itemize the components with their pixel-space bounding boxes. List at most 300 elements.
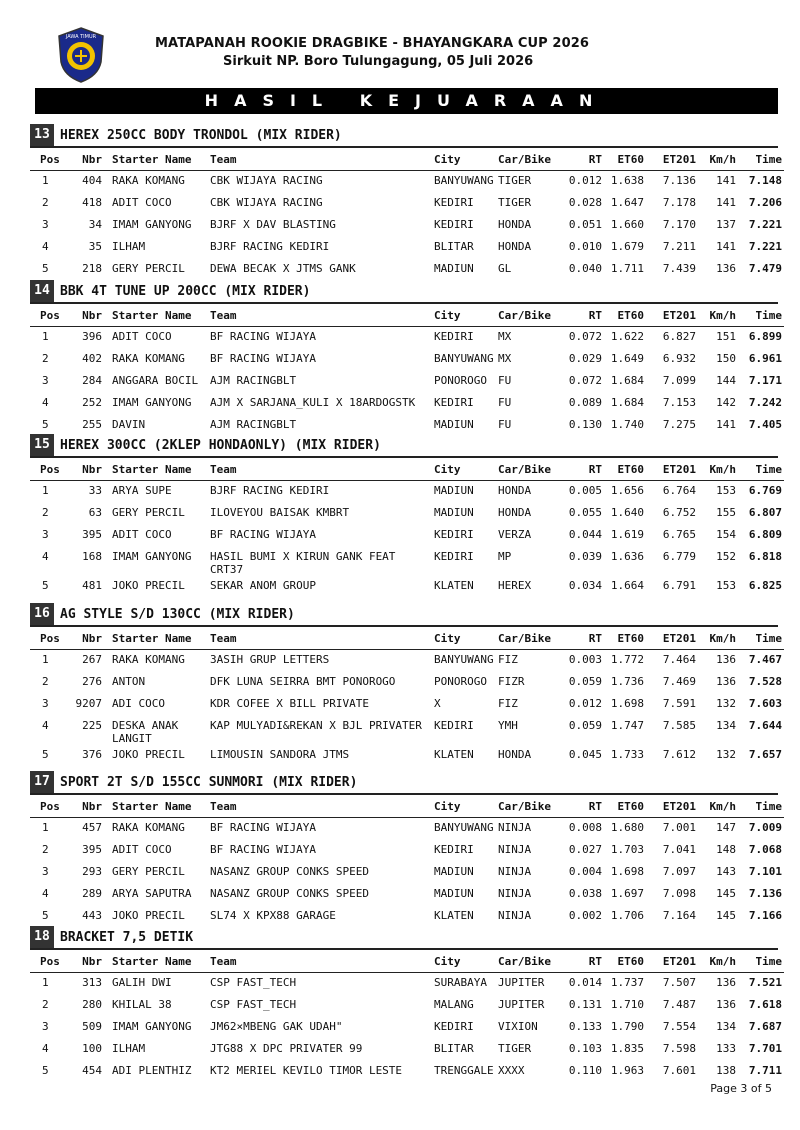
cell-nbr: 218 (82, 262, 102, 275)
cell-nbr: 289 (82, 887, 102, 900)
column-header-pos: Pos (30, 304, 72, 327)
column-header-et201: ET201 (646, 148, 698, 171)
cell-starter-name: GERY PERCIL (112, 262, 185, 275)
cell-city: MADIUN (434, 418, 474, 431)
cell-nbr: 418 (82, 196, 102, 209)
cell-et60: 1.963 (610, 1064, 644, 1077)
cell-nbr: 395 (82, 528, 102, 541)
cell-rt: 0.034 (568, 579, 602, 592)
cell-pos: 4 (42, 240, 49, 253)
cell-city: SURABAYA (434, 976, 487, 989)
cell-bike: TIGER (498, 174, 532, 187)
cell-time: 6.809 (748, 528, 782, 541)
column-header-kmh: Km/h (698, 627, 738, 650)
cell-team: CBK WIJAYA RACING (210, 196, 323, 209)
table-row (30, 371, 784, 393)
cell-et201: 7.136 (662, 174, 696, 187)
cell-team: BF RACING WIJAYA (210, 528, 316, 541)
table-row (30, 650, 784, 673)
cell-nbr: 402 (82, 352, 102, 365)
cell-bike: HONDA (498, 484, 532, 497)
cell-et60: 1.710 (610, 998, 644, 1011)
table-row (30, 1039, 784, 1061)
cell-nbr: 168 (82, 550, 102, 563)
cell-kmh: 138 (716, 1064, 736, 1077)
cell-bike: JUPITER (498, 976, 545, 989)
cell-et60: 1.656 (610, 484, 644, 497)
cell-et60: 1.747 (610, 719, 644, 732)
cell-city: MADIUN (434, 506, 474, 519)
cell-rt: 0.038 (568, 887, 602, 900)
results-banner: HASIL KEJUARAAN (35, 88, 778, 114)
cell-kmh: 147 (716, 821, 736, 834)
cell-rt: 0.040 (568, 262, 602, 275)
cell-et201: 6.779 (662, 550, 696, 563)
cell-nbr: 284 (82, 374, 102, 387)
cell-city: BLITAR (434, 1042, 474, 1055)
cell-et60: 1.835 (610, 1042, 644, 1055)
cell-bike: HEREX (498, 579, 532, 592)
cell-pos: 5 (42, 579, 49, 592)
column-header-time: Time (738, 458, 784, 481)
cell-team: HASIL BUMI X KIRUN GANK FEAT CRT37 (210, 550, 396, 576)
cell-city: KEDIRI (434, 550, 474, 563)
cell-nbr: 396 (82, 330, 102, 343)
cell-nbr: 454 (82, 1064, 102, 1077)
cell-et60: 1.638 (610, 174, 644, 187)
cell-starter-name: JOKO PRECIL (112, 909, 185, 922)
cell-et60: 1.647 (610, 196, 644, 209)
column-header-pos: Pos (30, 950, 72, 973)
class-number: 14 (30, 280, 54, 302)
cell-starter-name: GERY PERCIL (112, 865, 185, 878)
column-header-et60: ET60 (604, 458, 646, 481)
cell-nbr: 35 (88, 240, 102, 253)
cell-rt: 0.008 (568, 821, 602, 834)
column-header-kmh: Km/h (698, 458, 738, 481)
cell-starter-name: ADI COCO (112, 697, 165, 710)
cell-pos: 3 (42, 374, 49, 387)
cell-city: PONOROGO (434, 675, 487, 688)
table-row (30, 672, 784, 694)
cell-kmh: 151 (716, 330, 736, 343)
table-row (30, 884, 784, 906)
cell-time: 6.825 (748, 579, 782, 592)
cell-starter-name: ADI PLENTHIZ (112, 1064, 192, 1077)
cell-et60: 1.790 (610, 1020, 644, 1033)
cell-starter-name: DAVIN (112, 418, 146, 431)
column-header-city: City (432, 627, 496, 650)
column-header-team: Team (208, 795, 432, 818)
cell-time: 7.657 (748, 748, 782, 761)
class-section (30, 771, 782, 928)
cell-pos: 1 (42, 976, 49, 989)
cell-city: KEDIRI (434, 528, 474, 541)
cell-et201: 7.041 (662, 843, 696, 856)
cell-city: KEDIRI (434, 843, 474, 856)
column-header-rt: RT (564, 458, 604, 481)
cell-starter-name: RAKA KOMANG (112, 352, 185, 365)
column-header-bike: Car/Bike (496, 148, 564, 171)
class-name: AG STYLE S/D 130CC (MIX RIDER) (60, 606, 295, 622)
cell-starter-name: IMAM GANYONG (112, 218, 192, 231)
cell-team: CBK WIJAYA RACING (210, 174, 323, 187)
cell-pos: 1 (42, 330, 49, 343)
column-header-et60: ET60 (604, 627, 646, 650)
cell-bike: XXXX (498, 1064, 525, 1077)
cell-team: BF RACING WIJAYA (210, 330, 316, 343)
cell-rt: 0.027 (568, 843, 602, 856)
table-header-row (30, 950, 784, 973)
cell-kmh: 136 (716, 998, 736, 1011)
cell-et201: 7.585 (662, 719, 696, 732)
results-table (30, 950, 784, 1083)
cell-et60: 1.680 (610, 821, 644, 834)
cell-et60: 1.711 (610, 262, 644, 275)
cell-bike: HONDA (498, 748, 532, 761)
cell-et201: 7.178 (662, 196, 696, 209)
cell-starter-name: ILHAM (112, 1042, 146, 1055)
cell-nbr: 225 (82, 719, 102, 732)
cell-nbr: 395 (82, 843, 102, 856)
class-title (30, 603, 778, 627)
cell-rt: 0.072 (568, 330, 602, 343)
cell-kmh: 136 (716, 675, 736, 688)
column-header-et201: ET201 (646, 795, 698, 818)
cell-et201: 7.464 (662, 653, 696, 666)
cell-et201: 7.469 (662, 675, 696, 688)
cell-city: MADIUN (434, 887, 474, 900)
cell-time: 7.068 (748, 843, 782, 856)
table-row (30, 840, 784, 862)
cell-team: CSP FAST_TECH (210, 976, 297, 989)
cell-rt: 0.051 (568, 218, 602, 231)
cell-time: 6.818 (748, 550, 782, 563)
cell-kmh: 154 (716, 528, 736, 541)
cell-time: 7.166 (748, 909, 782, 922)
table-row (30, 576, 784, 598)
table-row (30, 745, 784, 767)
cell-team: CSP FAST_TECH (210, 998, 297, 1011)
cell-bike: HONDA (498, 218, 532, 231)
cell-kmh: 134 (716, 719, 736, 732)
table-row (30, 716, 784, 745)
cell-bike: NINJA (498, 843, 532, 856)
column-header-team: Team (208, 627, 432, 650)
class-title (30, 771, 778, 795)
cell-nbr: 267 (82, 653, 102, 666)
cell-et201: 7.164 (662, 909, 696, 922)
cell-team: KT2 MERIEL KEVILO TIMOR LESTE (210, 1064, 403, 1077)
table-row (30, 193, 784, 215)
cell-bike: MX (498, 330, 512, 343)
class-number: 17 (30, 771, 54, 793)
cell-starter-name: ADIT COCO (112, 528, 172, 541)
cell-pos: 4 (42, 887, 49, 900)
column-header-nbr: Nbr (72, 795, 104, 818)
cell-time: 7.521 (748, 976, 782, 989)
column-header-rt: RT (564, 148, 604, 171)
cell-city: BLITAR (434, 240, 474, 253)
cell-et60: 1.636 (610, 550, 644, 563)
cell-bike: TIGER (498, 1042, 532, 1055)
results-table (30, 304, 784, 437)
cell-et201: 6.791 (662, 579, 696, 592)
cell-et201: 7.554 (662, 1020, 696, 1033)
column-header-starter-name: Starter Name (104, 950, 208, 973)
column-header-pos: Pos (30, 148, 72, 171)
cell-time: 7.242 (748, 396, 782, 409)
class-number: 18 (30, 926, 54, 948)
cell-starter-name: GERY PERCIL (112, 506, 185, 519)
column-header-city: City (432, 458, 496, 481)
cell-rt: 0.012 (568, 697, 602, 710)
cell-pos: 3 (42, 528, 49, 541)
cell-city: BANYUWANG (434, 174, 494, 187)
column-header-time: Time (738, 627, 784, 650)
cell-starter-name: ARYA SAPUTRA (112, 887, 192, 900)
column-header-rt: RT (564, 304, 604, 327)
cell-team: BJRF X DAV BLASTING (210, 218, 336, 231)
column-header-kmh: Km/h (698, 304, 738, 327)
cell-time: 7.618 (748, 998, 782, 1011)
cell-pos: 3 (42, 1020, 49, 1033)
cell-rt: 0.002 (568, 909, 602, 922)
cell-bike: FIZR (498, 675, 525, 688)
cell-starter-name: ADIT COCO (112, 196, 172, 209)
cell-pos: 1 (42, 484, 49, 497)
cell-rt: 0.039 (568, 550, 602, 563)
cell-et60: 1.703 (610, 843, 644, 856)
column-header-et201: ET201 (646, 458, 698, 481)
cell-et60: 1.660 (610, 218, 644, 231)
cell-pos: 1 (42, 174, 49, 187)
cell-rt: 0.028 (568, 196, 602, 209)
cell-bike: MP (498, 550, 512, 563)
class-name: BRACKET 7,5 DETIK (60, 929, 194, 945)
cell-nbr: 255 (82, 418, 102, 431)
cell-et60: 1.772 (610, 653, 644, 666)
cell-et60: 1.622 (610, 330, 644, 343)
cell-bike: MX (498, 352, 512, 365)
cell-team: SL74 X KPX88 GARAGE (210, 909, 336, 922)
cell-bike: FU (498, 418, 512, 431)
table-header-row (30, 458, 784, 481)
cell-time: 7.528 (748, 675, 782, 688)
class-section (30, 434, 782, 598)
class-name: HEREX 300CC (2KLEP HONDAONLY) (MIX RIDER) (60, 437, 381, 453)
cell-team: 3ASIH GRUP LETTERS (210, 653, 330, 666)
cell-rt: 0.110 (568, 1064, 602, 1077)
cell-nbr: 280 (82, 998, 102, 1011)
cell-et201: 7.211 (662, 240, 696, 253)
cell-bike: HONDA (498, 240, 532, 253)
cell-team: BF RACING WIJAYA (210, 843, 316, 856)
cell-city: MADIUN (434, 262, 474, 275)
column-header-city: City (432, 795, 496, 818)
cell-bike: FU (498, 396, 512, 409)
column-header-city: City (432, 304, 496, 327)
cell-starter-name: RAKA KOMANG (112, 174, 185, 187)
page-number: Page 3 of 5 (710, 1082, 772, 1095)
cell-kmh: 155 (716, 506, 736, 519)
cell-kmh: 153 (716, 484, 736, 497)
cell-et60: 1.684 (610, 396, 644, 409)
table-row (30, 171, 784, 194)
cell-et60: 1.679 (610, 240, 644, 253)
class-number: 13 (30, 124, 54, 146)
cell-et201: 7.612 (662, 748, 696, 761)
event-venue: Sirkuit NP. Boro Tulungagung, 05 Juli 2026 (223, 54, 534, 69)
cell-team: JM62×MBENG GAK UDAH" (210, 1020, 343, 1033)
cell-city: KEDIRI (434, 396, 474, 409)
cell-et60: 1.640 (610, 506, 644, 519)
cell-city: MALANG (434, 998, 474, 1011)
cell-et60: 1.664 (610, 579, 644, 592)
cell-time: 7.405 (748, 418, 782, 431)
cell-nbr: 509 (82, 1020, 102, 1033)
cell-pos: 5 (42, 262, 49, 275)
column-header-et60: ET60 (604, 148, 646, 171)
column-header-nbr: Nbr (72, 458, 104, 481)
cell-et60: 1.697 (610, 887, 644, 900)
cell-nbr: 404 (82, 174, 102, 187)
cell-kmh: 133 (716, 1042, 736, 1055)
cell-et201: 7.153 (662, 396, 696, 409)
column-header-et201: ET201 (646, 950, 698, 973)
cell-kmh: 142 (716, 396, 736, 409)
column-header-et60: ET60 (604, 304, 646, 327)
cell-city: X (434, 697, 441, 710)
cell-pos: 2 (42, 196, 49, 209)
cell-kmh: 153 (716, 579, 736, 592)
cell-starter-name: IMAM GANYONG (112, 1020, 192, 1033)
cell-rt: 0.003 (568, 653, 602, 666)
cell-et201: 6.827 (662, 330, 696, 343)
cell-et201: 7.598 (662, 1042, 696, 1055)
cell-nbr: 63 (88, 506, 102, 519)
cell-team: AJM RACINGBLT (210, 374, 297, 387)
cell-kmh: 141 (716, 196, 736, 209)
cell-pos: 4 (42, 1042, 49, 1055)
cell-rt: 0.130 (568, 418, 602, 431)
cell-et60: 1.733 (610, 748, 644, 761)
cell-et60: 1.649 (610, 352, 644, 365)
cell-rt: 0.089 (568, 396, 602, 409)
table-row (30, 327, 784, 350)
cell-rt: 0.014 (568, 976, 602, 989)
cell-city: KEDIRI (434, 1020, 474, 1033)
cell-bike: JUPITER (498, 998, 545, 1011)
cell-pos: 1 (42, 653, 49, 666)
cell-time: 6.769 (748, 484, 782, 497)
column-header-et201: ET201 (646, 304, 698, 327)
results-table (30, 148, 784, 281)
table-row (30, 349, 784, 371)
cell-rt: 0.045 (568, 748, 602, 761)
table-row (30, 973, 784, 996)
cell-pos: 3 (42, 865, 49, 878)
column-header-starter-name: Starter Name (104, 627, 208, 650)
class-title (30, 926, 778, 950)
cell-bike: TIGER (498, 196, 532, 209)
table-row (30, 525, 784, 547)
table-row (30, 906, 784, 928)
cell-time: 7.687 (748, 1020, 782, 1033)
table-header-row (30, 148, 784, 171)
table-row (30, 547, 784, 576)
cell-pos: 4 (42, 550, 49, 563)
table-row (30, 818, 784, 841)
cell-kmh: 136 (716, 262, 736, 275)
cell-starter-name: IMAM GANYONG (112, 550, 192, 563)
cell-et201: 7.275 (662, 418, 696, 431)
cell-time: 7.136 (748, 887, 782, 900)
cell-bike: NINJA (498, 909, 532, 922)
cell-et60: 1.698 (610, 697, 644, 710)
cell-city: BANYUWANG (434, 653, 494, 666)
document-header (155, 36, 589, 69)
cell-et60: 1.619 (610, 528, 644, 541)
column-header-et60: ET60 (604, 795, 646, 818)
cell-team: NASANZ GROUP CONKS SPEED (210, 865, 369, 878)
column-header-kmh: Km/h (698, 148, 738, 171)
cell-et201: 7.487 (662, 998, 696, 1011)
cell-starter-name: ILHAM (112, 240, 146, 253)
cell-pos: 5 (42, 1064, 49, 1077)
column-header-starter-name: Starter Name (104, 795, 208, 818)
column-header-nbr: Nbr (72, 148, 104, 171)
cell-pos: 3 (42, 697, 49, 710)
cell-rt: 0.005 (568, 484, 602, 497)
cell-city: BANYUWANG (434, 821, 494, 834)
class-name: SPORT 2T S/D 155CC SUNMORI (MIX RIDER) (60, 774, 358, 790)
cell-et201: 6.764 (662, 484, 696, 497)
cell-et60: 1.684 (610, 374, 644, 387)
cell-pos: 2 (42, 998, 49, 1011)
cell-team: LIMOUSIN SANDORA JTMS (210, 748, 350, 761)
cell-starter-name: RAKA KOMANG (112, 653, 185, 666)
cell-time: 7.701 (748, 1042, 782, 1055)
cell-kmh: 143 (716, 865, 736, 878)
column-header-team: Team (208, 148, 432, 171)
cell-nbr: 276 (82, 675, 102, 688)
cell-kmh: 145 (716, 887, 736, 900)
cell-nbr: 313 (82, 976, 102, 989)
column-header-kmh: Km/h (698, 795, 738, 818)
cell-starter-name: ARYA SUPE (112, 484, 172, 497)
cell-nbr: 100 (82, 1042, 102, 1055)
table-row (30, 1017, 784, 1039)
cell-starter-name: JOKO PRECIL (112, 748, 185, 761)
cell-rt: 0.029 (568, 352, 602, 365)
event-title: MATAPANAH ROOKIE DRAGBIKE - BHAYANGKARA CUP 2026 (155, 36, 590, 51)
cell-city: KEDIRI (434, 330, 474, 343)
cell-team: BJRF RACING KEDIRI (210, 484, 330, 497)
cell-kmh: 141 (716, 240, 736, 253)
cell-rt: 0.103 (568, 1042, 602, 1055)
cell-kmh: 152 (716, 550, 736, 563)
cell-bike: FU (498, 374, 512, 387)
cell-city: KLATEN (434, 579, 474, 592)
cell-time: 7.644 (748, 719, 782, 732)
cell-nbr: 252 (82, 396, 102, 409)
cell-rt: 0.059 (568, 675, 602, 688)
cell-time: 7.221 (748, 240, 782, 253)
column-header-starter-name: Starter Name (104, 458, 208, 481)
cell-kmh: 150 (716, 352, 736, 365)
cell-rt: 0.004 (568, 865, 602, 878)
